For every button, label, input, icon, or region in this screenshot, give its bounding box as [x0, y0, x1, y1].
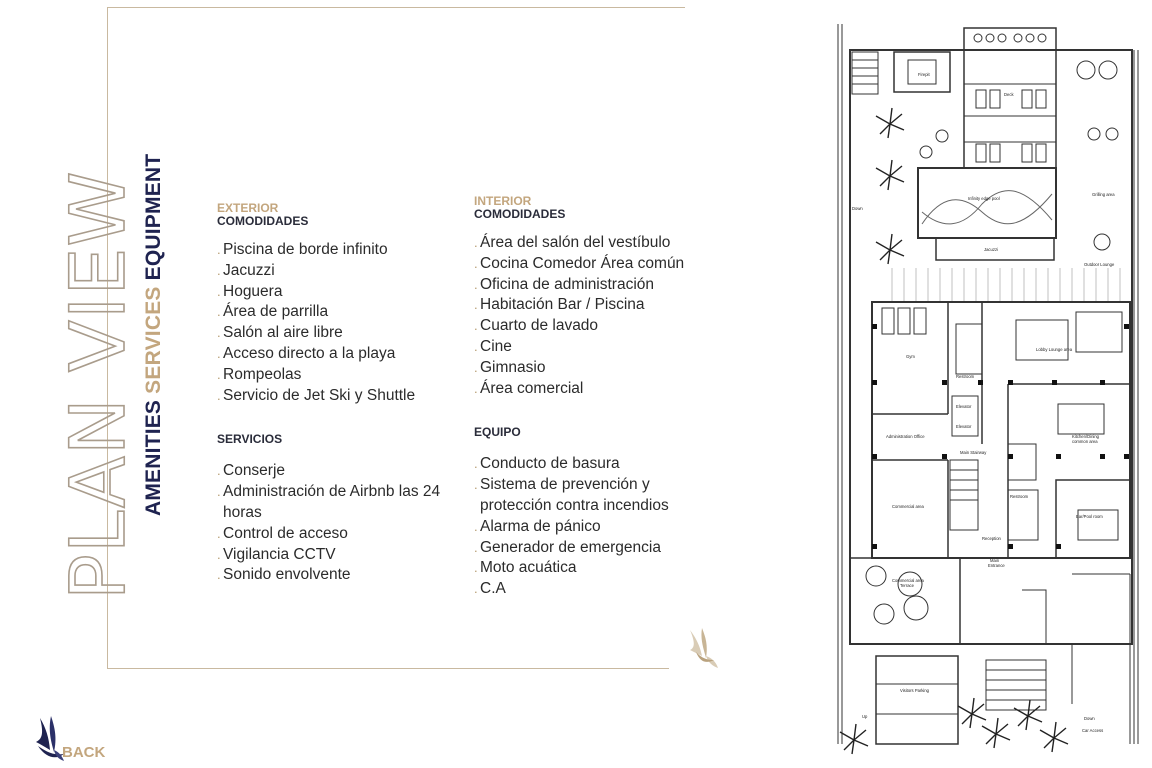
plan-label-restroom: Restroom [956, 374, 975, 379]
back-button-label[interactable]: BACK [62, 744, 106, 761]
plan-label-down: Down [852, 206, 863, 211]
list-item: . Servicio de Jet Ski y Shuttle [217, 386, 462, 407]
frame-top-line [107, 7, 685, 8]
list-item: . Área de parrilla [217, 302, 462, 323]
plan-label-gym: Gym [906, 354, 915, 359]
frame-bottom-line [107, 668, 669, 669]
interior-comodidades-heading: COMODIDADES [474, 207, 566, 221]
list-item: . Conserje [217, 461, 462, 482]
list-item: . Alarma de pánico [474, 517, 699, 538]
equipo-list [474, 454, 699, 600]
plan-label-visitors: Visitors Parking [900, 688, 930, 693]
plan-label-elevator: Elevator [956, 404, 972, 409]
plan-label-entrance: Entrance [988, 563, 1005, 568]
list-item: . Área del salón del vestíbulo [474, 233, 699, 254]
plan-label-outdoor: Outdoor Lounge [1084, 262, 1115, 267]
exterior-amenities-list [217, 240, 462, 406]
plan-label-lobby: Lobby Lounge area [1036, 347, 1073, 352]
list-item: . Área comercial [474, 379, 699, 400]
list-item: . Gimnasio [474, 358, 699, 379]
plan-label-stairway: Main Stairway [960, 450, 987, 455]
interior-heading: INTERIOR [474, 194, 532, 208]
plan-label-terrace: Commercial area [892, 578, 924, 583]
list-item: . Hoguera [217, 282, 462, 303]
subtitle-amenities: AMENITIES [142, 393, 165, 516]
exterior-comodidades-heading: COMODIDADES [217, 214, 309, 228]
list-item: . Cocina Comedor Área común [474, 254, 699, 275]
section-subtitle [143, 154, 164, 516]
list-item: . C.A [474, 579, 699, 600]
servicios-heading: SERVICIOS [217, 432, 283, 447]
list-item: . Oficina de administración [474, 275, 699, 296]
interior-column [474, 195, 699, 600]
plan-label-down-2: Down [1084, 716, 1095, 721]
list-item: . Moto acuática [474, 558, 699, 579]
list-item: . Acceso directo a la playa [217, 344, 462, 365]
floor-plan-drawing [832, 24, 1146, 764]
list-item: . Cuarto de lavado [474, 316, 699, 337]
plan-label-grilling: Grilling area [1092, 192, 1115, 197]
plan-label-kitchen: Kitchen/Dining [1072, 434, 1100, 439]
list-item: . Control de acceso [217, 524, 462, 545]
list-item: . Salón al aire libre [217, 323, 462, 344]
list-item: . Vigilancia CCTV [217, 545, 462, 566]
interior-amenities-list [474, 233, 699, 399]
plan-label-car: Car Access [1082, 728, 1104, 733]
exterior-column [217, 202, 462, 586]
page-title: PLAN VIEW [53, 170, 142, 600]
plan-label-infinity: Infinity edge pool [968, 196, 1000, 201]
plan-label-terrace-2: Terrace [900, 583, 914, 588]
list-item: . Jacuzzi [217, 261, 462, 282]
equipo-heading: EQUIPO [474, 425, 521, 440]
plan-label-main: Main [990, 558, 1000, 563]
list-item: . Cine [474, 337, 699, 358]
subtitle-services: SERVICES [142, 280, 165, 394]
plan-label-barpool: Bar/Pool room [1076, 514, 1103, 519]
plan-label-kitchen-2: common area [1072, 439, 1098, 444]
list-item: . Rompeolas [217, 365, 462, 386]
exterior-heading: EXTERIOR [217, 201, 279, 215]
list-item: . Habitación Bar / Piscina [474, 295, 699, 316]
plan-label-restroom-2: Restroom [1010, 494, 1029, 499]
servicios-list [217, 461, 462, 586]
plan-label-firepit: Firepit [918, 72, 930, 77]
list-item: . Generador de emergencia [474, 538, 699, 559]
list-item: . Sistema de prevención y protección contra incendios [474, 475, 699, 517]
plan-label-admin: Administration Office [886, 434, 925, 439]
plan-label-reception: Reception [982, 536, 1001, 541]
plan-label-jacuzzi: Jacuzzi [984, 247, 998, 252]
plan-label-deck: Deck [1004, 92, 1014, 97]
plan-label-elevator-2: Elevator [956, 424, 972, 429]
plan-label-commercial: Commercial area [892, 504, 924, 509]
subtitle-equipment: EQUIPMENT [142, 153, 165, 281]
list-item: . Administración de Airbnb las 24 horas [217, 482, 462, 524]
list-item: . Sonido envolvente [217, 565, 462, 586]
bird-logo-icon [686, 626, 722, 670]
plan-label-up: Up [862, 714, 868, 719]
list-item: . Conducto de basura [474, 454, 699, 475]
list-item: . Piscina de borde infinito [217, 240, 462, 261]
